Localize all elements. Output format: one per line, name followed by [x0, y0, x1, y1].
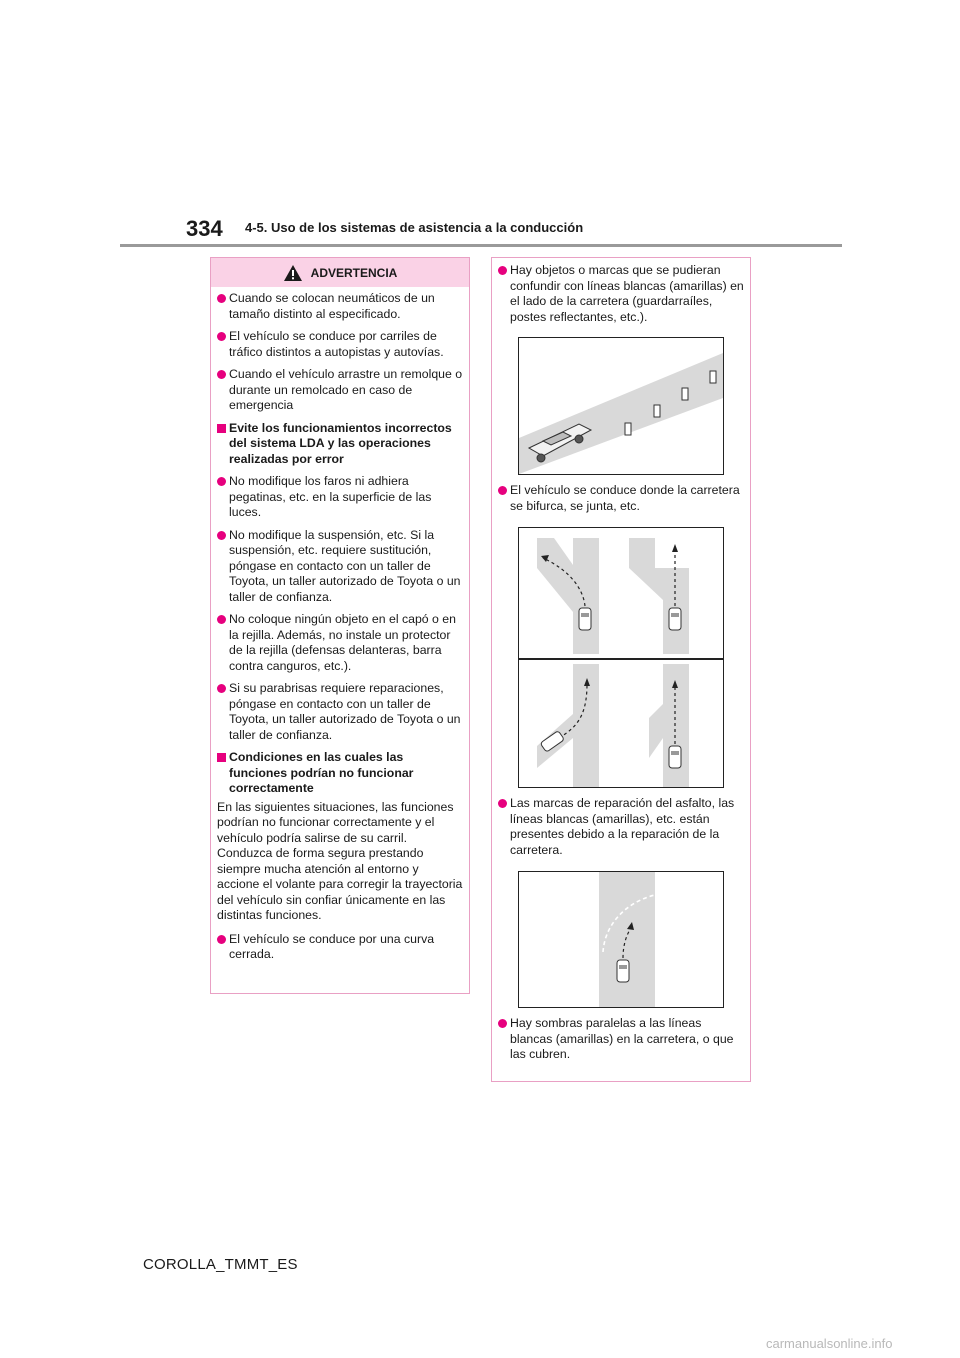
list-item: Si su parabrisas requiere reparaciones, póngase en contacto con un taller de Toyota, un taller autorizado de Toyota o un taller de confianza. — [217, 681, 463, 743]
list-item: No modifique los faros ni adhiera pegatinas, etc. en la superficie de las luces. — [217, 474, 463, 521]
subheading: Condiciones en las cuales las funciones podrían no funcionar correctamente — [217, 750, 463, 797]
figure-guardrail — [518, 337, 724, 475]
list-item: No modifique la suspensión, etc. Si la suspensión, etc. requiere sustitución, póngase en contacto con un taller de Toyota, un taller autorizado de Toyota o un taller de confianza. — [217, 528, 463, 606]
manual-code: COROLLA_TMMT_ES — [143, 1256, 298, 1273]
bullet-icon — [498, 486, 507, 495]
list-item: El vehículo se conduce por carriles de tráfico distintos a autopistas y autovías. — [217, 329, 463, 360]
subheading: Evite los funcionamientos incorrectos del sistema LDA y las operaciones realizadas por error — [217, 421, 463, 468]
list-item: Cuando se colocan neumáticos de un tamaño distinto al especificado. — [217, 291, 463, 322]
list-item: No coloque ningún objeto en el capó o en la rejilla. Además, no instale un protector de la rejilla (defensas delanteras, barra contra canguros, etc.). — [217, 612, 463, 674]
bullet-icon — [217, 370, 226, 379]
figure-road-fork — [518, 527, 724, 788]
bullet-icon — [498, 1019, 507, 1028]
section-title: 4-5. Uso de los sistemas de asistencia a la conducción — [245, 220, 584, 235]
bullet-icon — [498, 266, 507, 275]
continued-box — [491, 257, 751, 1082]
bullet-icon — [217, 294, 226, 303]
square-bullet-icon — [217, 753, 226, 762]
bullet-icon — [217, 684, 226, 693]
warning-header — [211, 258, 469, 287]
list-item: El vehículo se conduce por una curva cerrada. — [217, 932, 463, 963]
paragraph: En las siguientes situaciones, las funciones podrían no funcionar correctamente y el vehículo podría salirse de su carril. Conduzca de forma segura prestando siempre mucha atención al entorno y accione el volante para corregir la trayectoria del vehículo sin confiar únicamente en las distintas funciones. — [217, 799, 463, 922]
page-number: 334 — [186, 216, 223, 241]
list-item: El vehículo se conduce donde la carretera se bifurca, se junta, etc. — [498, 483, 744, 514]
bullet-icon — [217, 935, 226, 944]
header-rule — [120, 244, 842, 247]
list-item: Cuando el vehículo arrastre un remolque o durante un remolcado en caso de emergencia — [217, 367, 463, 414]
list-item: Las marcas de reparación del asfalto, las líneas blancas (amarillas), etc. están presentes debido a la reparación de la carretera. — [498, 796, 744, 858]
bullet-icon — [217, 477, 226, 486]
list-item: Hay sombras paralelas a las líneas blancas (amarillas) en la carretera, o que las cubren. — [498, 1016, 744, 1063]
bullet-icon — [217, 615, 226, 624]
bullet-icon — [217, 531, 226, 540]
warning-triangle-icon — [283, 264, 303, 282]
bullet-icon — [217, 332, 226, 341]
bullet-icon — [498, 799, 507, 808]
warning-box — [210, 257, 470, 994]
watermark: carmanualsonline.info — [766, 1336, 893, 1351]
list-item: Hay objetos o marcas que se pudieran confundir con líneas blancas (amarillas) en el lado de la carretera (guardarraíles, postes reflectantes, etc.). — [498, 263, 744, 325]
figure-road-repair — [518, 871, 724, 1008]
square-bullet-icon — [217, 424, 226, 433]
warning-title: ADVERTENCIA — [310, 265, 398, 280]
